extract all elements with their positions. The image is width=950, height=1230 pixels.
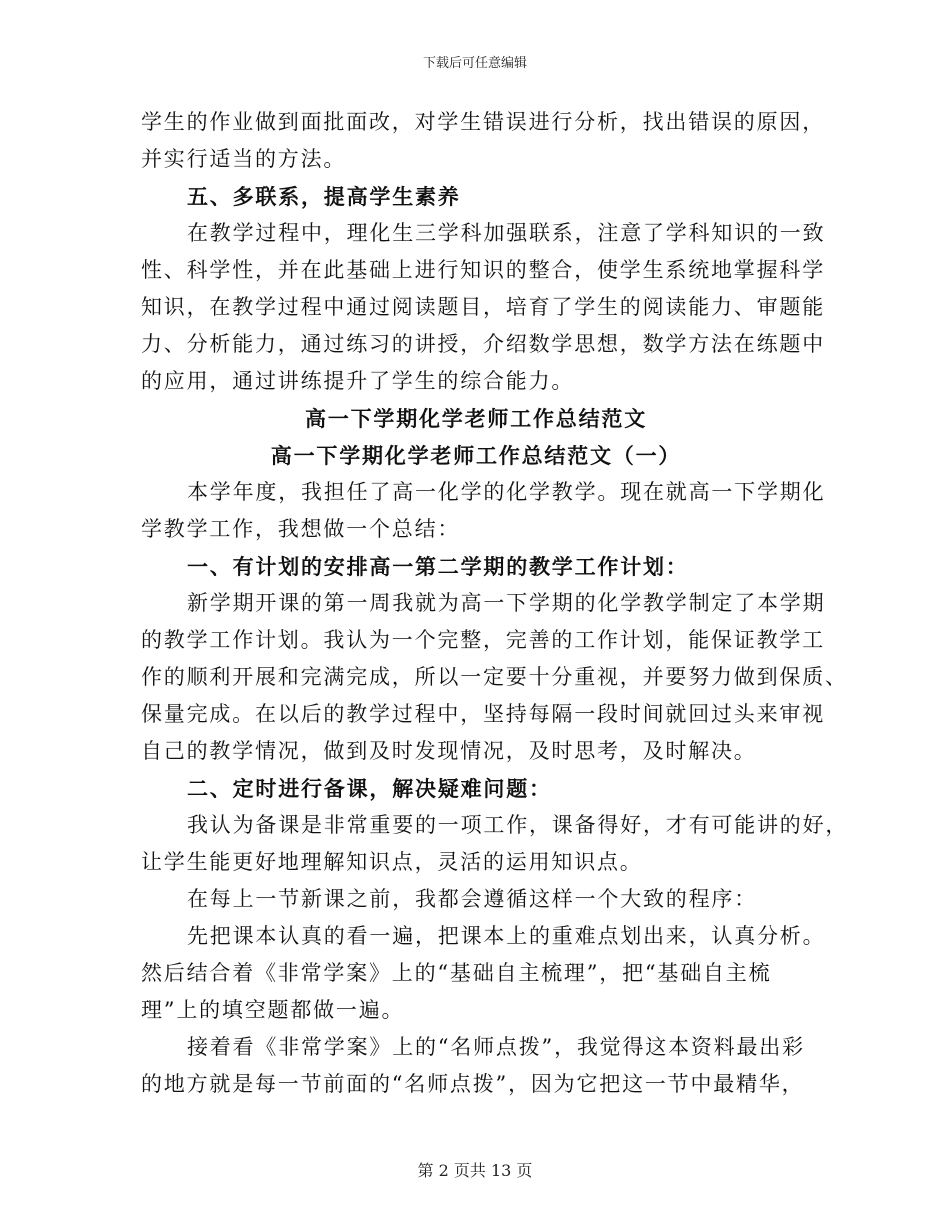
- document-body: [141, 104, 849, 1103]
- page-header: 下载后可任意编辑: [422, 56, 527, 71]
- paragraph-line: 先把课本认真的看一遍，把课本上的重难点划出来，认真分析。: [187, 924, 826, 948]
- paragraph-line: 接着看《非常学案》上的“名师点拨”，我觉得这本资料最出彩: [187, 1035, 805, 1059]
- section-heading: 五、多联系，提高学生素养: [187, 184, 461, 209]
- paragraph-line: 保量完成。在以后的教学过程中，坚持每隔一段时间就回过头来审视: [141, 702, 825, 726]
- paragraph-line: 作的顺利开展和完满完成，所以一定要十分重视，并要努力做到保质、: [141, 665, 848, 689]
- paragraph-line: 学生的作业做到面批面改，对学生错误进行分析，找出错误的原因，: [141, 110, 825, 134]
- section-heading: 一、有计划的安排高一第二学期的教学工作计划：: [187, 554, 689, 579]
- document-title: 高一下学期化学老师工作总结范文（一）: [270, 443, 682, 468]
- paragraph-line: 学教学工作，我想做一个总结：: [141, 517, 461, 541]
- document-title: 高一下学期化学老师工作总结范文: [305, 406, 647, 431]
- paragraph-line: 在每上一节新课之前，我都会遵循这样一个大致的程序：: [187, 887, 757, 911]
- paragraph-line: 我认为备课是非常重要的一项工作，课备得好，才有可能讲的好，: [187, 813, 849, 837]
- paragraph-line: 的地方就是每一节前面的“名师点拨”，因为它把这一节中最精华，: [141, 1072, 805, 1096]
- section-heading: 二、定时进行备课，解决疑难问题：: [187, 776, 552, 801]
- paragraph-line: 自己的教学情况，做到及时发现情况，及时思考，及时解决。: [141, 739, 757, 763]
- paragraph-line: 性、科学性，并在此基础上进行知识的整合，使学生系统地掌握科学: [141, 258, 825, 282]
- paragraph-line: 的应用，通过讲练提升了学生的综合能力。: [141, 369, 575, 393]
- paragraph-line: 知识，在教学过程中通过阅读题目，培育了学生的阅读能力、审题能: [141, 295, 825, 319]
- paragraph-line: 在教学过程中，理化生三学科加强联系，注意了学科知识的一致: [187, 221, 826, 245]
- paragraph-line: 让学生能更好地理解知识点，灵活的运用知识点。: [141, 850, 643, 874]
- paragraph-line: 理”上的填空题都做一遍。: [141, 998, 405, 1022]
- paragraph-line: 力、分析能力，通过练习的讲授，介绍数学思想，数学方法在练题中: [141, 332, 825, 356]
- paragraph-line: 然后结合着《非常学案》上的“基础自主梳理”，把“基础自主梳: [141, 961, 772, 985]
- paragraph-line: 新学期开课的第一周我就为高一下学期的化学教学制定了本学期: [187, 591, 826, 615]
- paragraph-line: 的教学工作计划。我认为一个完整，完善的工作计划，能保证教学工: [141, 628, 825, 652]
- paragraph-line: 本学年度，我担任了高一化学的化学教学。现在就高一下学期化: [187, 480, 826, 504]
- page-footer: 第 2 页共 13 页: [417, 1161, 533, 1180]
- paragraph-line: 并实行适当的方法。: [141, 147, 347, 171]
